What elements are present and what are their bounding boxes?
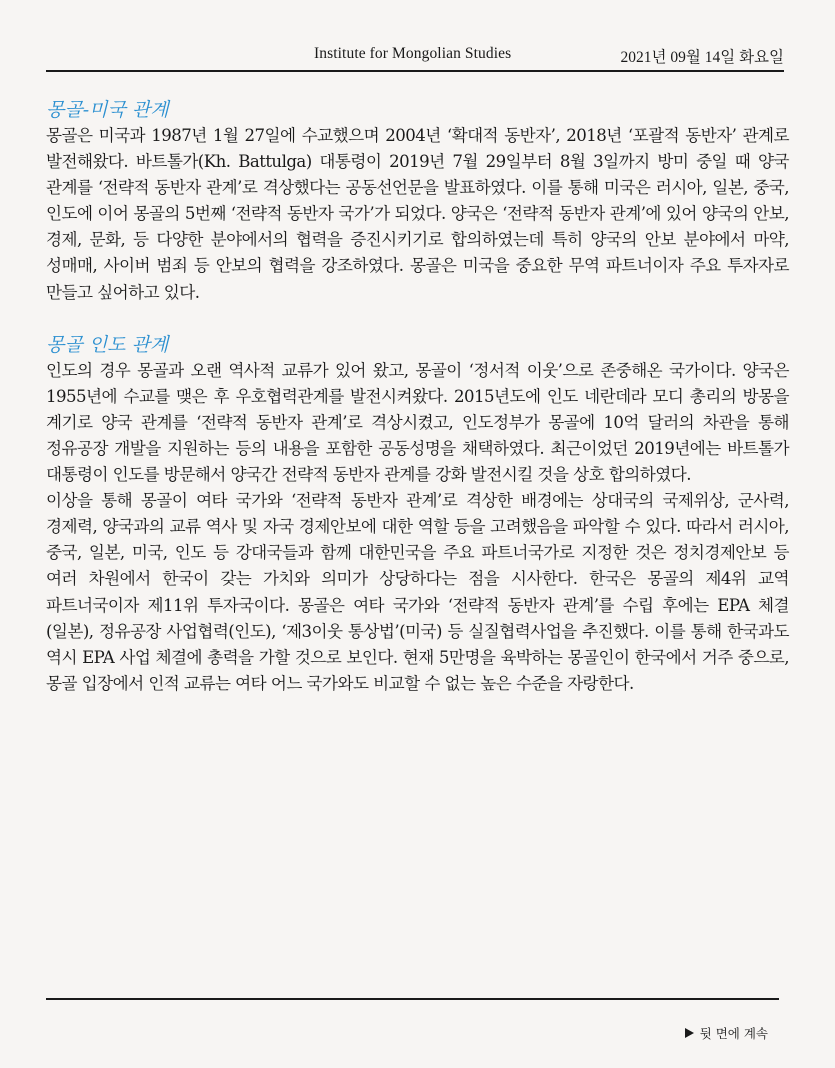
continue-label: 뒷 면에 계속: [699, 1026, 768, 1041]
paragraph-mongolia-us: 몽골은 미국과 1987년 1월 27일에 수교했으며 2004년 ‘확대적 동반자’, 2018년 ‘포괄적 동반자’ 관계로 발전해왔다. 바트톨가(Kh. Battulga) 대통령이 2019년 7월 29일부터 8월 3일까지 방미 중일 때 양국 관계를 ‘전략적 동반자 관계’로 격상했다는 공동선언문을 발표하였다. 이를 통해 미국은 러시아, 일본, 중국, 인도에 이어 몽골의 5번째 ‘전략적 동반자 국가’가 되었다. 양국은 ‘전략적 동반자 관계’에 있어 양국의 안보, 경제, 문화, 등 다양한 분야에서의 협력을 증진시키기로 합의하였는데 특히 양국의 안보 분야에서 마약, 성매매, 사이버 범죄 등 안보의 협력을 강조하였다. 몽골은 미국을 중요한 무역 파트너이자 주요 투자자로 만들고 싶어하고 있다.: [46, 126, 789, 302]
paragraph-mongolia-india: 인도의 경우 몽골과 오랜 역사적 교류가 있어 왔고, 몽골이 ‘정서적 이웃’으로 존중해온 국가이다. 양국은 1955년에 수교를 맺은 후 우호협력관계를 발전시켜왔다. 2015년도에 인도 네란데라 모디 총리의 방몽을 계기로 양국 관계를 ‘전략적 동반자 관계’로 격상시켰고, 인도정부가 몽골에 10억 달러의 차관을 통해 정유공장 개발을 지원하는 등의 내용을 포함한 공동성명을 채택하였다. 최근이었던 2019년에는 바트톨가 대통령이 인도를 방문해서 양국간 전략적 동반자 관계를 강화 발전시킬 것을 상호 합의하였다.: [46, 360, 789, 485]
section-spacer: [46, 306, 789, 332]
continue-note: [685, 1024, 768, 1042]
footer-divider: [46, 998, 779, 1000]
paragraph-summary: 이상을 통해 몽골이 여타 국가와 ‘전략적 동반자 관계’로 격상한 배경에는 상대국의 국제위상, 군사력, 경제력, 양국과의 교류 역사 및 자국 경제안보에 대한 역할 등을 고려했음을 파악할 수 있다. 따라서 러시아, 중국, 일본, 미국, 인도 등 강대국들과 함께 대한민국을 주요 파트너국가로 지정한 것은 정치경제안보 등 여러 차원에서 한국이 갖는 가치와 의미가 상당하다는 점을 시사한다. 한국은 몽골의 제4위 교역 파트너국이자 제11위 투자국이다. 몽골은 여타 국가와 ‘전략적 동반자 관계’를 수립 후에는 EPA 체결(일본), 정유공장 사업협력(인도), ‘제3이웃 통상법’(미국) 등 실질협력사업을 추진했다. 이를 통해 한국과도 역시 EPA 사업 체결에 총력을 가할 것으로 보인다. 현재 5만명을 육박하는 몽골인이 한국에서 거주 중으로, 몽골 입장에서 인적 교류는 여타 어느 국가와도 비교할 수 없는 높은 수준을 자랑한다.: [46, 491, 789, 693]
article-body: [46, 97, 789, 697]
header-date: 2021년 09월 14일 화요일: [620, 49, 784, 66]
header-org: Institute for Mongolian Studies: [314, 45, 512, 62]
section-title-mongolia-us: 몽골-미국 관계: [46, 99, 169, 121]
triangle-right-icon: [685, 1028, 694, 1038]
section-title-mongolia-india: 몽골 인도 관계: [46, 333, 169, 356]
page-header: [46, 40, 784, 72]
